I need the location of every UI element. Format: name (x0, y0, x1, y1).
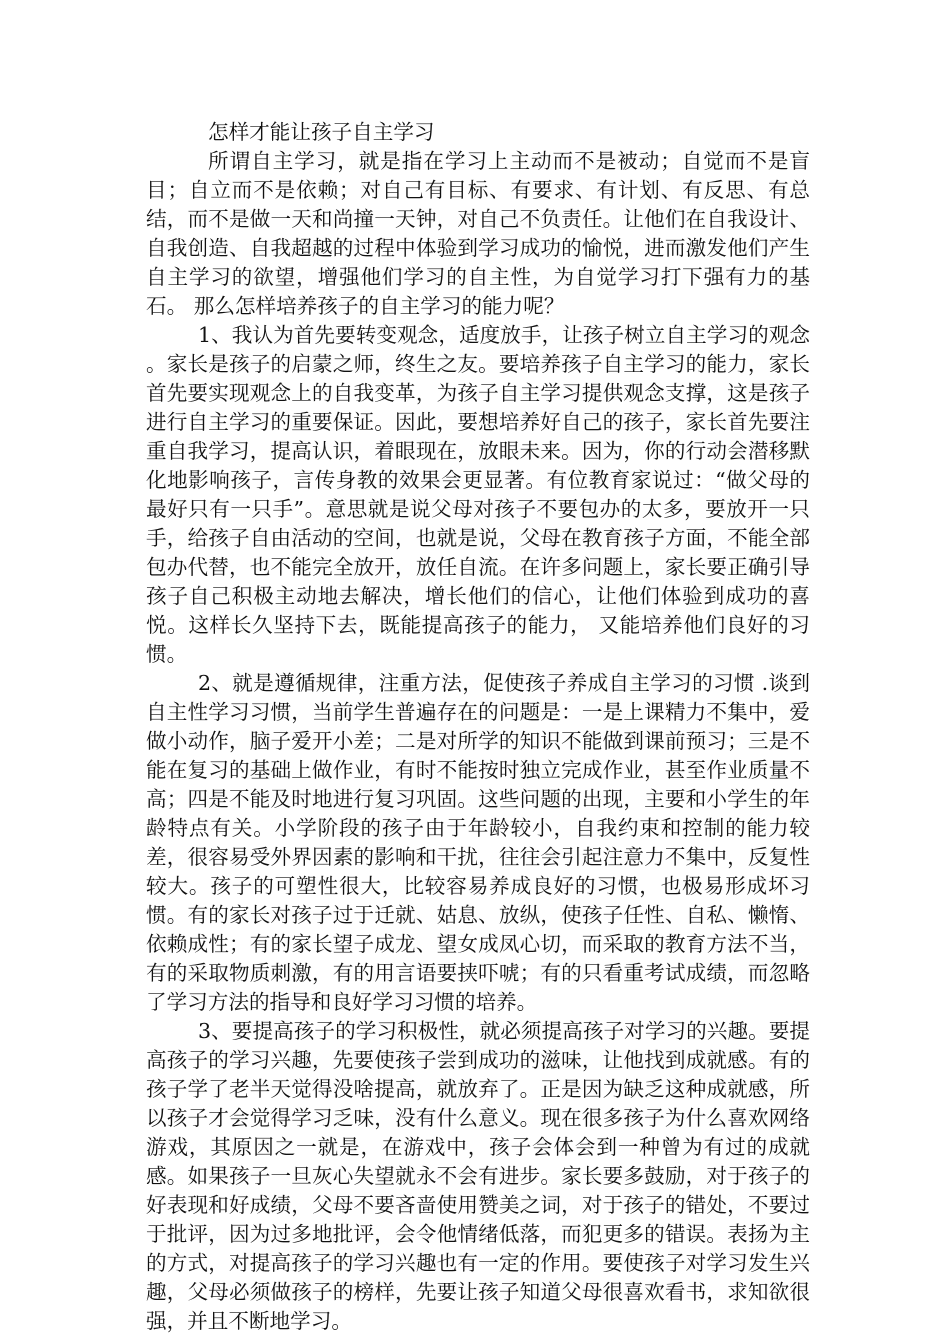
point-1-paragraph: 1、我认为首先要转变观念，适度放手，让孩子树立自主学习的观念 。家长是孩子的启蒙之师，终生之友。要培养孩子自主学习的能力，家长首先要实现观念上的自我变革，为孩子自主学习提供观念支撑，这是孩子进行自主学习的重要保证。因此，要想培养好自己的孩子，家长首先要注重自我学习，提高认识，着眼现在，放眼未来。因为，你的行动会潜移默化地影响孩子，言传身教的效果会更显著。有位教育家说过：“做父母的最好只有一只手”。意思就是说父母对孩子不要包办的太多，要放开一只手，给孩子自由活动的空间，也就是说，父母在教育孩子方面，不能全部包办代替，也不能完全放开，放任自流。在许多问题上，家长要正确引导孩子自己积极主动地去解决，增长他们的信心，让他们体验到成功的喜悦。这样长久坚持下去，既能提高孩子的能力， 又能培养他们良好的习惯。 (146, 323, 810, 666)
point-2-paragraph: 2、就是遵循规律，注重方法，促使孩子养成自主学习的习惯 .谈到自主性学习习惯，当前学生普遍存在的问题是：一是上课精力不集中，爱做小动作，脑子爱开小差；二是对所学的知识不能做到课前预习；三是不能在复习的基础上做作业，有时不能按时独立完成作业，甚至作业质量不高；四是不能及时地进行复习巩固。这些问题的出现，主要和小学生的年龄特点有关。小学阶段的孩子由于年龄较小，自我约束和控制的能力较差，很容易受外界因素的影响和干扰，往往会引起注意力不集中，反复性较大。孩子的可塑性很大，比较容易养成良好的习惯，也极易形成坏习惯。有的家长对孩子过于迁就、姑息、放纵，使孩子任性、自私、懒惰、依赖成性；有的家长望子成龙、望女成凤心切，而采取的教育方法不当，有的采取物质刺激，有的用言语要挟吓唬；有的只看重考试成绩，而忽略了学习方法的指导和良好学习习惯的培养。 (146, 671, 810, 1014)
point-3-paragraph: 3、要提高孩子的学习积极性，就必须提高孩子对学习的兴趣。要提高孩子的学习兴趣，先要使孩子尝到成功的滋味，让他找到成就感。有的孩子学了老半天觉得没啥提高，就放弃了。正是因为缺乏这种成就感，所以孩子才会觉得学习乏味，没有什么意义。现在很多孩子为什么喜欢网络游戏，其原因之一就是，在游戏中，孩子会体会到一种曾为有过的成就感。如果孩子一旦灰心失望就永不会有进步。家长要多鼓励，对于孩子的好表现和好成绩，父母不要吝啬使用赞美之词，对于孩子的错处，不要过于批评，因为过多地批评，会令他情绪低落，而犯更多的错误。表扬为主的方式，对提高孩子的学习兴趣也有一定的作用。要使孩子对学习发生兴趣，父母必须做孩子的榜样，先要让孩子知道父母很喜欢看书，求知欲很强，并且不断地学习。 (146, 1019, 810, 1333)
document-title: 怎样才能让孩子自主学习 (208, 120, 435, 144)
document-page (146, 118, 810, 1336)
intro-paragraph: 所谓自主学习，就是指在学习上主动而不是被动；自觉而不是盲目；自立而不是依赖；对自己有目标、有要求、有计划、有反思、有总结，而不是做一天和尚撞一天钟，对自己不负责任。让他们在自我设计、自我创造、自我超越的过程中体验到学习成功的愉悦，进而激发他们产生自主学习的欲望，增强他们学习的自主性，为自觉学习打下强有力的基石。 那么怎样培养孩子的自主学习的能力呢？ (146, 149, 810, 318)
